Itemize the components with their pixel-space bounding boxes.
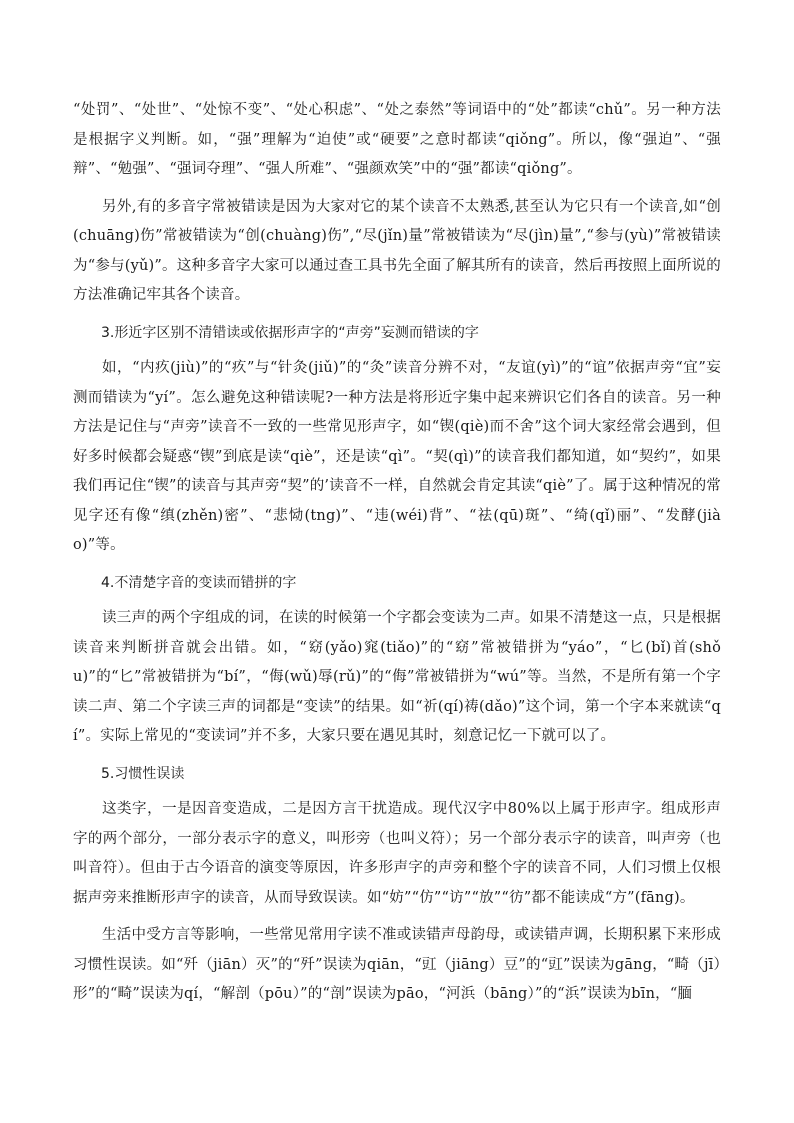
paragraph-dialect-influence: 生活中受方言等影响，一些常见常用字读不准或读错声母韵母，或读错声调，长期积累下来形成习惯性误读。如“歼（jiān）灭”的“歼”误读为qiān，“豇（jiāng）豆”的“豇”误读为gāng，“畸（jī）形”的“畸”误读为qí，“解剖（pōu）”的“剖”误读为pāo，“河浜（bāng）”的“浜”误读为bīn，“腼 (73, 927, 721, 1002)
section-heading-4: 4.不清楚字音的变读而错拼的字 (101, 574, 297, 591)
section-heading-3: 3.形近字区别不清错读或依据形声字的“声旁”妄测而错读的字 (101, 324, 479, 341)
paragraph-chu-qiang: “处罚”、“处世”、“处惊不变”、“处心积虑”、“处之泰然”等词语中的“处”都读“chǔ”。另一种方法是根据字义判断。如，“强”理解为“迫使”或“硬要”之意时都读“qiǒng”。所以，像“强迫”、“强辩”、“勉强”、“强词夺理”、“强人所难”、“强颜欢笑”中的“强”都读“qiǒng”。 (73, 102, 721, 177)
paragraph-unfamiliar-readings: 另外,有的多音字常被错读是因为大家对它的某个读音不太熟悉,甚至认为它只有一个读音,如“创(chuāng)伤”常被错读为“创(chuàng)伤”,“尽(jǐn)量”常被错读为“尽(jìn)量”,“参与(yù)”常被错读为“参与(yǔ)”。这种多音字大家可以通过查工具书先全面了解其所有的读音，然后再按照上面所说的方法准确记牢其各个读音。 (73, 198, 721, 303)
paragraph-similar-shapes: 如，“内疚(jiù)”的“疚”与“针灸(jiǔ)”的“灸”读音分辨不对，“友谊(yì)”的“谊”依据声旁“宜”妄测而错读为“yí”。怎么避免这种错读呢?一种方法是将形近字集中起来辨识它们各自的读音。另一种方法是记住与“声旁”读音不一致的一些常见形声字，如“锲(qiè)而不舍”这个词大家经常会遇到，但好多时候都会疑惑“锲”到底是读“qiè”，还是读“qì”。“契(qì)”的读音我们都知道，如“契约”，如果我们再记住“锲”的读音与其声旁“契”的’读音不一样，自然就会肯定其读“qiè”了。属于这种情况的常见字还有像“缜(zhěn)密”、“悲恸(tng)”、“违(wéi)背”、“祛(qū)斑”、“绮(qǐ)丽”、“发酵(jiào)”等。 (73, 360, 721, 553)
paragraph-tone-sandhi: 读三声的两个字组成的词，在读的时候第一个字都会变读为二声。如果不清楚这一点，只是根据读音来判断拼音就会出错。如，“窈(yǎo)窕(tiǎo)”的“窈”常被错拼为“yáo”，“匕(bǐ)首(shǒu)”的“匕”常被错拼为“bí”，“侮(wǔ)辱(rǔ)”的“侮”常被错拼为“wú”等。当然，不是所有第一个字读二声、第二个字读三声的词都是“变读”的结果。如“祈(qí)祷(dǎo)”这个词，第一个字本来就读“qí”。实际上常见的“变读词”并不多，大家只要在遇见其时，刻意记忆一下就可以了。 (73, 610, 721, 744)
paragraph-habitual-misreading: 这类字，一是因音变造成，二是因方言干扰造成。现代汉字中80%以上属于形声字。组成形声字的两个部分，一部分表示字的意义，叫形旁（也叫义符）；另一个部分表示字的读音，叫声旁（也叫音符）。但由于古今语音的演变等原因，许多形声字的声旁和整个字的读音不同，人们习惯上仅根据声旁来推断形声字的读音，从而导致误读。如“妨”“仿”“访”“放”“彷”都不能读成“方”(fāng)。 (73, 801, 721, 906)
document-body (73, 96, 721, 1018)
section-heading-5: 5.习惯性误读 (101, 765, 185, 782)
